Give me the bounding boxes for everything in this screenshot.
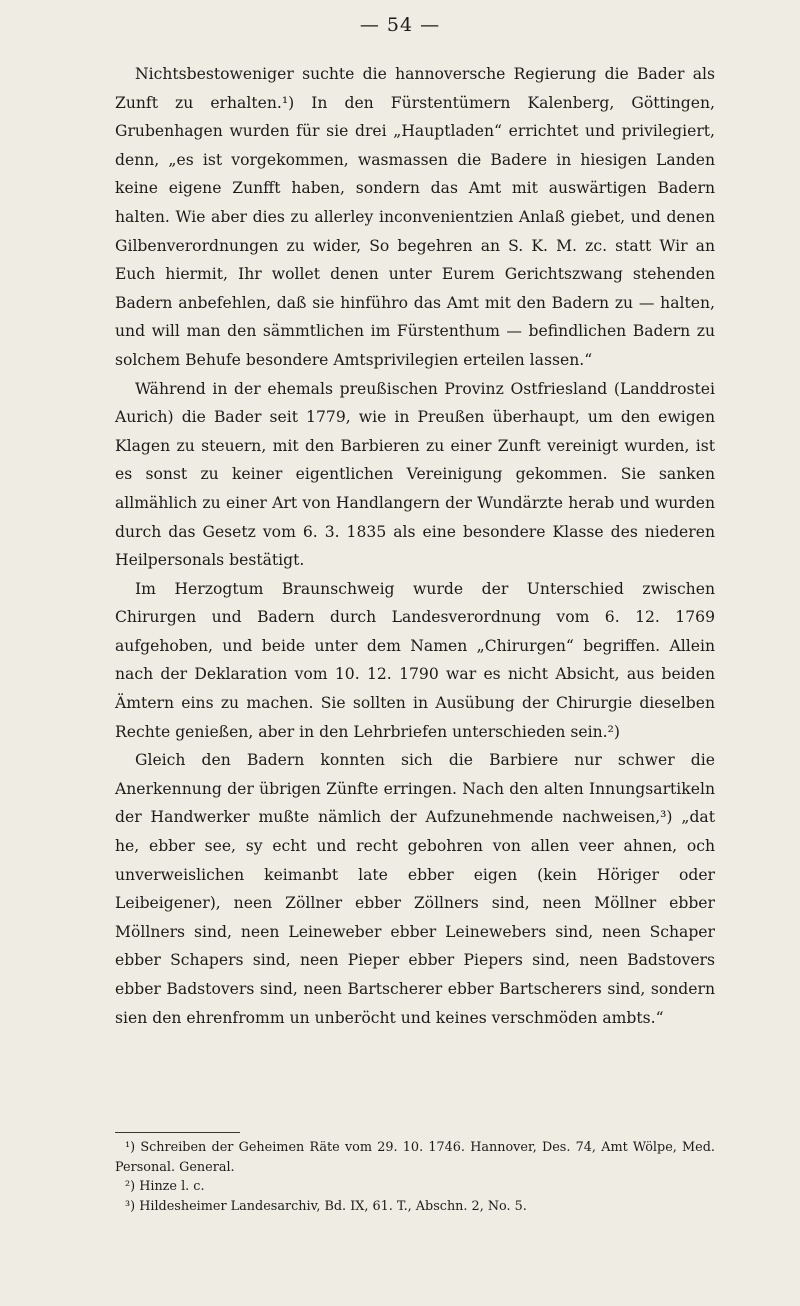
footnotes xyxy=(115,1138,715,1216)
footnote: ¹) Schreiben der Geheimen Räte vom 29. 10. 1746. Hannover, Des. 74, Amt Wölpe, Med. Personal. General. xyxy=(115,1140,715,1175)
paragraph: Während in der ehemals preußischen Provinz Ostfriesland (Landdrostei Aurich) die Bader seit 1779, wie in Preußen überhaupt, um den ewigen Klagen zu steuern, mit den Barbieren zu einer Zunft vereinigt wurden, ist es sonst zu keiner eigentlichen Vereinigung gekommen. Sie sanken allmählich zu einer Art von Handlangern der Wundärzte herab und wurden durch das Gesetz vom 6. 3. 1835 als eine besondere Klasse des niederen Heilpersonals bestätigt. xyxy=(115,379,715,570)
paragraph: Im Herzogtum Braunschweig wurde der Unterschied zwischen Chirurgen und Badern durch Landesverordnung vom 6. 12. 1769 aufgehoben, und beide unter dem Namen „Chirurgen“ begriffen. Allein nach der Deklaration vom 10. 12. 1790 war es nicht Absicht, aus beiden Ämtern eins zu machen. Sie sollten in Ausübung der Chirurgie dieselben Rechte genießen, aber in den Lehrbriefen unterschieden sein.²) xyxy=(115,579,715,741)
main-text xyxy=(115,60,715,1032)
footnote-divider xyxy=(115,1132,240,1133)
page-number: — 54 — xyxy=(359,14,441,36)
footnote: ³) Hildesheimer Landesarchiv, Bd. IX, 61. T., Abschn. 2, No. 5. xyxy=(125,1198,527,1214)
paragraph: Nichtsbestoweniger suchte die hannoversche Regierung die Bader als Zunft zu erhalten.¹) In den Fürstentümern Kalenberg, Göttingen, Grubenhagen wurden für sie drei „Hauptladen“ errichtet und privilegiert, denn, „es ist vorgekommen, wasmassen die Badere in hiesigen Landen keine eigene Zunfft haben, sondern das Amt mit auswärtigen Badern halten. Wie aber dies zu allerley inconvenientzien Anlaß giebet, und denen Gilbenverordnungen zu wider, So begehren an S. K. M. zc. statt Wir an Euch hiermit, Ihr wollet denen unter Eurem Gerichtszwang stehenden Badern anbefehlen, daß sie hinführo das Amt mit den Badern zu — halten, und will man den sämmtlichen im Fürstenthum — befindlichen Badern zu solchem Behufe besondere Amtsprivilegien erteilen lassen.“ xyxy=(115,65,715,369)
paragraph: Gleich den Badern konnten sich die Barbiere nur schwer die Anerkennung der übrigen Zünfte erringen. Nach den alten Innungsartikeln der Handwerker mußte nämlich der Aufzunehmende nachweisen,³) „dat he, ebber see, sy echt und recht gebohren von allen veer ahnen, och unverweislichen keimanbt late ebber eigen (kein Höriger oder Leibeigener), neen Zöllner ebber Zöllners sind, neen Möllner ebber Möllners sind, neen Leineweber ebber Leinewebers sind, neen Schaper ebber Schapers sind, neen Pieper ebber Piepers sind, neen Badstovers ebber Badstovers sind, neen Bartscherer ebber Bartscherers sind, sondern sien den ehrenfromm un unberöcht und keines verschmöden ambts.“ xyxy=(115,751,715,1027)
footnote: ²) Hinze l. c. xyxy=(125,1179,205,1194)
